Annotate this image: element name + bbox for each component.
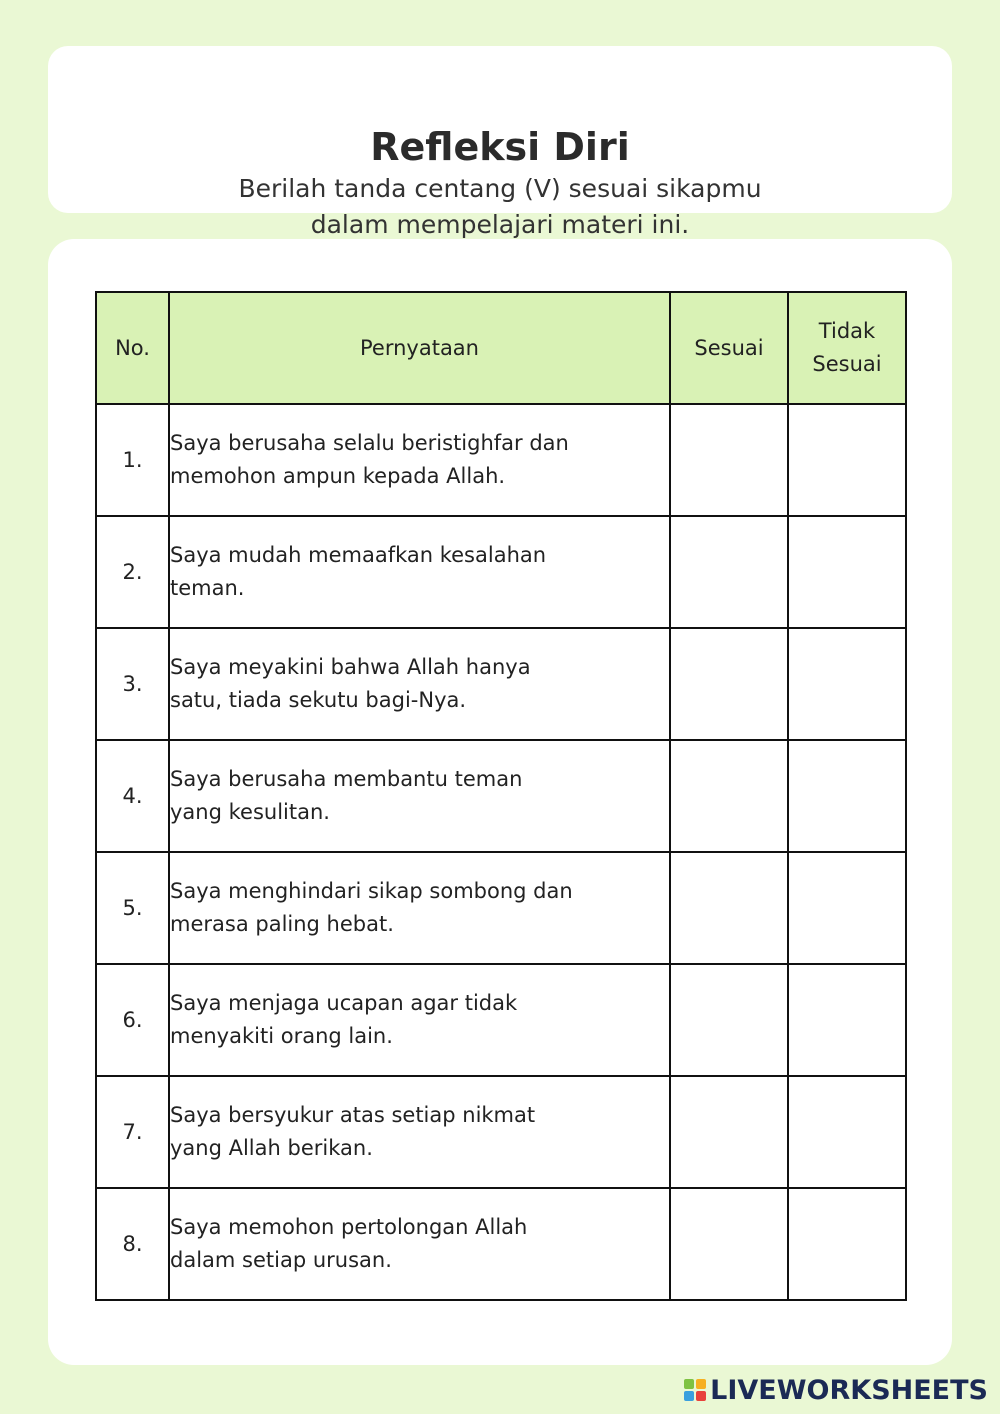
statement-line-1: Saya menjaga ucapan agar tidak	[170, 991, 518, 1015]
agree-checkbox-cell[interactable]	[670, 516, 788, 628]
statement-line-1: Saya berusaha selalu beristighfar dan	[170, 431, 569, 455]
statement-line-2: satu, tiada sekutu bagi-Nya.	[170, 688, 467, 712]
statement-line-1: Saya bersyukur atas setiap nikmat	[170, 1103, 536, 1127]
statement-line-1: Saya berusaha membantu teman	[170, 767, 523, 791]
header-no: No.	[96, 292, 169, 404]
header-disagree-line-2: Sesuai	[812, 352, 882, 376]
table-row	[96, 740, 906, 852]
statement-line-1: Saya menghindari sikap sombong dan	[170, 879, 573, 903]
instructions-line-2: dalam mempelajari materi ini.	[310, 210, 690, 239]
table-row	[96, 1076, 906, 1188]
logo-square-2	[696, 1379, 706, 1389]
statement-line-2: memohon ampun kepada Allah.	[170, 464, 506, 488]
disagree-checkbox-cell[interactable]	[788, 740, 906, 852]
disagree-checkbox-cell[interactable]	[788, 628, 906, 740]
table-card	[48, 239, 952, 1365]
disagree-checkbox-cell[interactable]	[788, 1188, 906, 1300]
logo-square-1	[684, 1379, 694, 1389]
page-title: Refleksi Diri	[370, 125, 630, 169]
disagree-checkbox-cell[interactable]	[788, 516, 906, 628]
agree-checkbox-cell[interactable]	[670, 1076, 788, 1188]
row-statement	[169, 1076, 670, 1188]
logo-square-4	[696, 1391, 706, 1401]
disagree-checkbox-cell[interactable]	[788, 964, 906, 1076]
table-row	[96, 516, 906, 628]
instructions	[48, 171, 952, 243]
liveworksheets-logo-icon	[684, 1379, 706, 1401]
row-number: 5.	[96, 852, 169, 964]
table-body	[96, 404, 906, 1300]
statement-line-1: Saya memohon pertolongan Allah	[170, 1215, 528, 1239]
agree-checkbox-cell[interactable]	[670, 628, 788, 740]
agree-checkbox-cell[interactable]	[670, 740, 788, 852]
table-row	[96, 964, 906, 1076]
statement-line-2: menyakiti orang lain.	[170, 1024, 393, 1048]
statement-line-2: merasa paling hebat.	[170, 912, 394, 936]
statement-line-2: dalam setiap urusan.	[170, 1248, 392, 1272]
row-number: 4.	[96, 740, 169, 852]
header-card	[48, 46, 952, 239]
statement-line-2: yang kesulitan.	[170, 800, 330, 824]
row-number: 8.	[96, 1188, 169, 1300]
header-statement: Pernyataan	[169, 292, 670, 404]
row-statement	[169, 628, 670, 740]
agree-checkbox-cell[interactable]	[670, 404, 788, 516]
statement-line-1: Saya meyakini bahwa Allah hanya	[170, 655, 531, 679]
header-agree: Sesuai	[670, 292, 788, 404]
disagree-checkbox-cell[interactable]	[788, 1076, 906, 1188]
statement-line-2: yang Allah berikan.	[170, 1136, 373, 1160]
header-disagree	[788, 292, 906, 404]
row-statement	[169, 964, 670, 1076]
logo-square-3	[684, 1391, 694, 1401]
reflection-table	[95, 291, 907, 1301]
row-statement	[169, 516, 670, 628]
row-number: 1.	[96, 404, 169, 516]
statement-line-2: teman.	[170, 576, 245, 600]
agree-checkbox-cell[interactable]	[670, 964, 788, 1076]
table-header-row	[96, 292, 906, 404]
table-row	[96, 628, 906, 740]
disagree-checkbox-cell[interactable]	[788, 852, 906, 964]
liveworksheets-brand	[684, 1374, 988, 1406]
row-number: 3.	[96, 628, 169, 740]
table-row	[96, 1188, 906, 1300]
header-disagree-line-1: Tidak	[818, 319, 876, 343]
row-statement	[169, 404, 670, 516]
table-row	[96, 852, 906, 964]
row-statement	[169, 1188, 670, 1300]
agree-checkbox-cell[interactable]	[670, 852, 788, 964]
brand-name: LIVEWORKSHEETS	[710, 1374, 988, 1406]
statement-line-1: Saya mudah memaafkan kesalahan	[170, 543, 547, 567]
disagree-checkbox-cell[interactable]	[788, 404, 906, 516]
row-statement	[169, 740, 670, 852]
row-number: 2.	[96, 516, 169, 628]
row-statement	[169, 852, 670, 964]
instructions-line-1: Berilah tanda centang (V) sesuai sikapmu	[238, 174, 762, 203]
table-row	[96, 404, 906, 516]
row-number: 7.	[96, 1076, 169, 1188]
agree-checkbox-cell[interactable]	[670, 1188, 788, 1300]
row-number: 6.	[96, 964, 169, 1076]
